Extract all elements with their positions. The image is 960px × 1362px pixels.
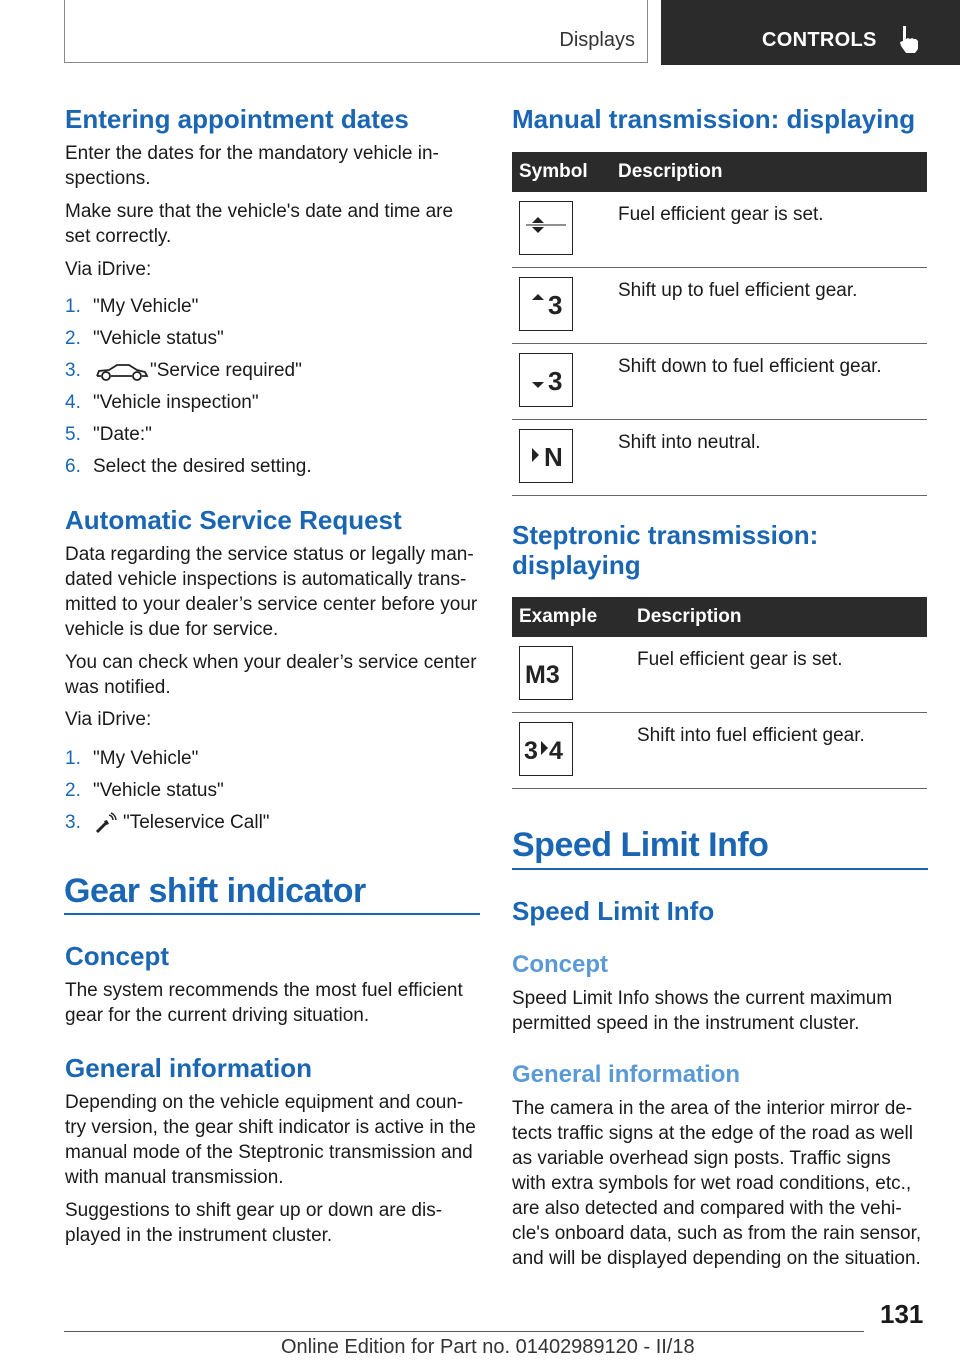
heading-steptronic-transmission: Steptronic transmission: displaying [512, 520, 819, 580]
heading-gear-general: General information [65, 1053, 313, 1083]
service-request-paragraph-2: You can check when your dealer’s service center was notified. [65, 652, 477, 698]
manual-transmission-table [512, 152, 927, 496]
heading-manual-transmission: Manual transmission: displaying [512, 104, 916, 134]
svg-text:3: 3 [548, 290, 563, 320]
pointing-hand-icon [897, 26, 921, 59]
heading-speed-concept: Concept [512, 951, 608, 978]
chapter-tab [661, 0, 960, 65]
neutral-symbol [519, 429, 573, 483]
appointments-paragraph-2: Make sure that the vehicle's date and time are set correctly. [65, 201, 454, 247]
column-description: Description [618, 161, 723, 182]
steptronic-transmission-table [512, 597, 927, 789]
footer-divider [64, 1331, 864, 1332]
appointments-steps: 1. "My Vehicle" 2. "Vehicle status" 3. "Service required" 4. "Vehicle inspection" 5. "Date:" 6. Select the desired setting. [65, 296, 312, 477]
manual-mode-gear-symbol [519, 646, 573, 700]
heading-speed-limit-info-chapter: Speed Limit Info [512, 826, 769, 864]
column-symbol: Symbol [519, 161, 588, 182]
appointments-via: Via iDrive: [65, 259, 152, 280]
table-row: Fuel efficient gear is set. [512, 192, 927, 268]
chapter-tab-label: CONTROLS [762, 29, 877, 51]
svg-text:3: 3 [548, 366, 563, 396]
column-description: Description [637, 606, 742, 627]
speed-concept-text: Speed Limit Info shows the current maximum permitted speed in the instrument cluster. [512, 988, 893, 1034]
svg-text:M3: M3 [525, 661, 560, 689]
heading-underline [512, 868, 928, 870]
gear-general-paragraph-2: Suggestions to shift gear up or down are dis- played in the instrument cluster. [65, 1200, 443, 1246]
wrench-signal-icon [95, 812, 117, 841]
fuel-efficient-gear-symbol [519, 201, 573, 255]
table-row: N Shift into neutral. [512, 420, 927, 496]
svg-text:N: N [544, 442, 563, 472]
heading-appointment-dates: Entering appointment dates [65, 104, 409, 134]
car-icon [95, 362, 149, 389]
page-number: 131 [880, 1299, 924, 1329]
heading-underline [64, 913, 480, 915]
table-row: 3 Shift down to fuel efficient gear. [512, 344, 927, 420]
gear-concept-text: The system recommends the most fuel efficient gear for the current driving situation. [65, 980, 463, 1026]
svg-text:4: 4 [549, 737, 563, 765]
table-row: 3 4 Shift into fuel efficient gear. [512, 713, 927, 789]
footer-edition: Online Edition for Part no. 01402989120 - II/18 [281, 1336, 695, 1358]
service-request-paragraph-1: Data regarding the service status or legally man- dated vehicle inspections is automatically trans- mitted to your dealer’s service center before your vehicle is due for service. [65, 544, 478, 640]
table-header [512, 152, 927, 192]
shift-down-symbol [519, 353, 573, 407]
shift-into-gear-symbol [519, 722, 573, 776]
heading-gear-shift-indicator: Gear shift indicator [64, 872, 366, 910]
appointments-paragraph-1: Enter the dates for the mandatory vehicle in- spections. [65, 143, 439, 189]
svg-text:3: 3 [524, 737, 538, 765]
heading-gear-concept: Concept [65, 941, 169, 971]
speed-general-text: The camera in the area of the interior mirror de- tects traffic signs at the edge of the road as well as variable overhead sign posts. Traffic signs with extra symbols for wet road conditions, etc., are also detected and compared with the vehi- cle's onboard data, such as from the rain sensor, and will be displayed depending on the situation. [512, 1098, 922, 1269]
heading-service-request: Automatic Service Request [65, 505, 402, 535]
header-section-title: Displays [559, 29, 635, 51]
table-row: 3 Shift up to fuel efficient gear. [512, 268, 927, 344]
heading-speed-general: General information [512, 1061, 741, 1088]
service-request-steps: 1. "My Vehicle" 2. "Vehicle status" 3. "Teleservice Call" [65, 746, 465, 846]
gear-general-paragraph-1: Depending on the vehicle equipment and coun- try version, the gear shift indicator is active in the manual mode of the Steptronic transmission and with manual transmission. [65, 1092, 476, 1188]
service-request-via: Via iDrive: [65, 709, 152, 730]
column-example: Example [519, 606, 598, 627]
table-row: M3 Fuel efficient gear is set. [512, 637, 927, 713]
table-header [512, 597, 927, 637]
shift-up-symbol [519, 277, 573, 331]
heading-speed-limit-info: Speed Limit Info [512, 896, 715, 926]
